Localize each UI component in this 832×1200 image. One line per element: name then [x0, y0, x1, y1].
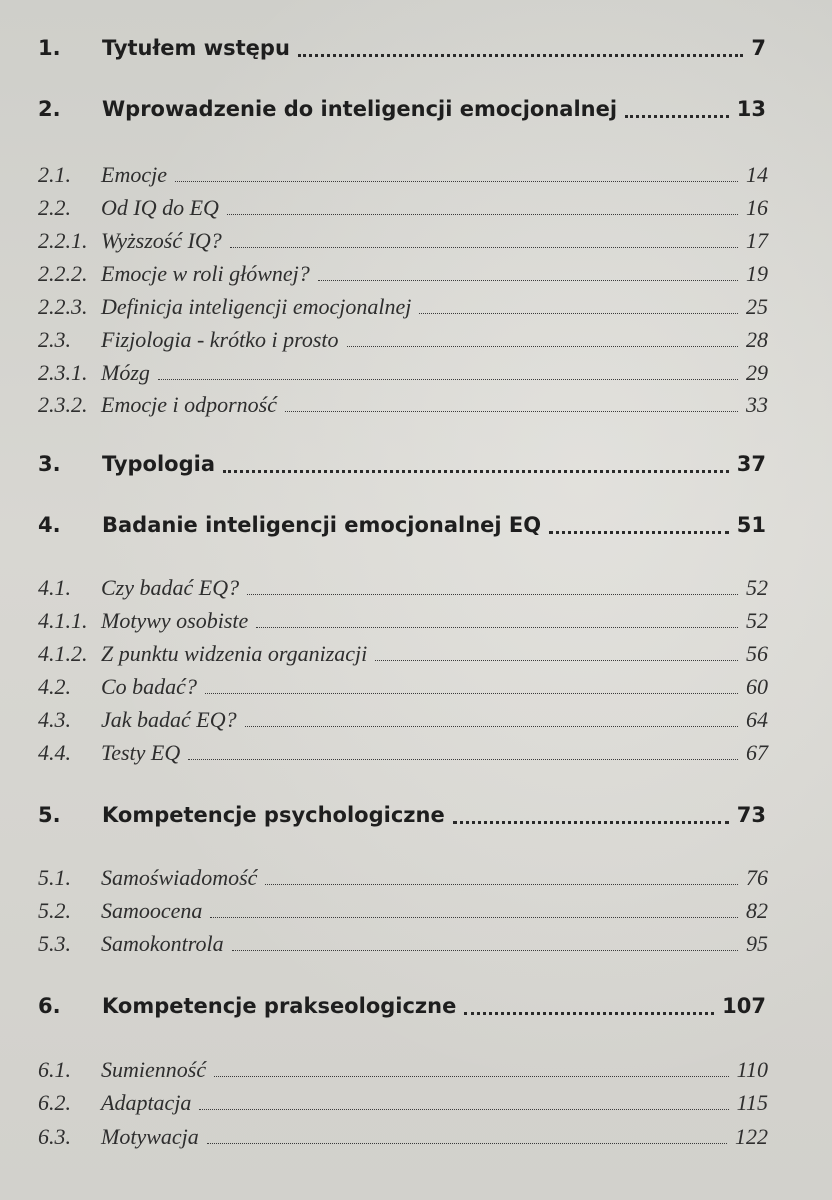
dot-leader	[265, 884, 738, 885]
toc-entry-title: Typologia	[102, 452, 216, 476]
toc-entry-page-number: 82	[746, 898, 768, 923]
toc-entry-number: 3.	[38, 452, 61, 476]
dot-leader	[232, 950, 738, 951]
toc-entry-title: Definicja inteligencji emocjonalnej	[101, 294, 412, 319]
toc-entry-page-number: 16	[746, 195, 768, 220]
toc-entry-number: 1.	[38, 36, 61, 60]
toc-entry-page-number: 73	[736, 803, 766, 827]
toc-entry-number: 6.1.	[38, 1057, 71, 1082]
toc-entry-page-number: 60	[746, 674, 768, 699]
dot-leader	[375, 660, 738, 661]
toc-entry-number: 2.2.2.	[38, 261, 88, 286]
toc-entry-page-number: 64	[746, 707, 768, 732]
toc-entry-page-number: 17	[746, 228, 768, 253]
toc-entry-page-number: 19	[746, 261, 768, 286]
toc-entry-title: Adaptacja	[101, 1090, 192, 1115]
toc-entry-title: Samokontrola	[101, 931, 224, 956]
toc-chapter-entry	[0, 795, 832, 835]
dot-leader	[158, 379, 738, 380]
toc-entry-title: Kompetencje psychologiczne	[102, 803, 445, 827]
toc-entry-title: Motywy osobiste	[101, 608, 249, 633]
dot-leader	[210, 917, 738, 918]
toc-entry-number: 4.2.	[38, 674, 71, 699]
toc-entry-number: 5.3.	[38, 931, 71, 956]
toc-entry-number: 2.2.1.	[38, 228, 88, 253]
toc-entry-number: 2.2.3.	[38, 294, 88, 319]
toc-entry-page-number: 95	[746, 931, 768, 956]
toc-chapter-entry	[0, 28, 832, 68]
dot-leader	[256, 627, 738, 628]
toc-entry-number: 4.4.	[38, 740, 71, 765]
toc-entry-page-number: 52	[746, 575, 768, 600]
toc-chapter-entry	[0, 89, 832, 129]
toc-entry-number: 4.1.	[38, 575, 71, 600]
toc-chapter-entry	[0, 444, 832, 484]
toc-entry-page-number: 115	[736, 1090, 768, 1115]
toc-entry-title: Emocje i odporność	[101, 392, 277, 417]
toc-entry-page-number: 110	[736, 1057, 768, 1082]
toc-entry-page-number: 122	[735, 1124, 768, 1149]
toc-entry-page-number: 52	[746, 608, 768, 633]
toc-chapter-entry	[0, 505, 832, 545]
toc-entry-page-number: 33	[746, 392, 768, 417]
dot-leader	[199, 1109, 729, 1110]
toc-entry-page-number: 28	[746, 327, 768, 352]
toc-entry-page-number: 14	[746, 162, 768, 187]
toc-entry-title: Emocje	[101, 162, 167, 187]
toc-entry-title: Kompetencje prakseologiczne	[102, 994, 457, 1018]
toc-entry-page-number: 37	[736, 452, 766, 476]
toc-entry-title: Co badać?	[101, 674, 197, 699]
toc-entry-title: Sumienność	[101, 1057, 207, 1082]
dot-leader	[207, 1143, 727, 1144]
toc-entry-title: Z punktu widzenia organizacji	[101, 641, 368, 666]
toc-entry-page-number: 56	[746, 641, 768, 666]
dot-leader	[223, 470, 729, 473]
dot-leader	[453, 821, 729, 824]
dot-leader	[227, 214, 738, 215]
dot-leader	[464, 1012, 714, 1015]
toc-entry-page-number: 67	[746, 740, 768, 765]
toc-entry-number: 2.2.	[38, 195, 71, 220]
toc-section-entry	[0, 1117, 832, 1157]
toc-entry-title: Wprowadzenie do inteligencji emocjonalnej	[102, 97, 618, 121]
toc-section-entry	[0, 385, 832, 425]
toc-section-entry	[0, 924, 832, 964]
toc-entry-title: Tytułem wstępu	[102, 36, 290, 60]
toc-entry-page-number: 25	[746, 294, 768, 319]
dot-leader	[298, 54, 743, 57]
toc-entry-number: 6.	[38, 994, 61, 1018]
dot-leader	[347, 346, 738, 347]
toc-entry-number: 2.	[38, 97, 61, 121]
toc-entry-title: Wyższość IQ?	[101, 228, 222, 253]
toc-entry-title: Mózg	[101, 360, 150, 385]
toc-entry-number: 2.3.1.	[38, 360, 88, 385]
toc-entry-page-number: 13	[736, 97, 766, 121]
toc-entry-number: 4.1.2.	[38, 641, 88, 666]
toc-entry-page-number: 76	[746, 865, 768, 890]
dot-leader	[318, 280, 738, 281]
toc-entry-title: Jak badać EQ?	[101, 707, 237, 732]
dot-leader	[247, 594, 738, 595]
toc-entry-number: 2.1.	[38, 162, 71, 187]
dot-leader	[214, 1076, 729, 1077]
toc-entry-title: Fizjologia - krótko i prosto	[101, 327, 339, 352]
toc-entry-page-number: 29	[746, 360, 768, 385]
toc-entry-title: Samoocena	[101, 898, 203, 923]
toc-entry-title: Samoświadomość	[101, 865, 258, 890]
toc-chapter-entry	[0, 986, 832, 1026]
toc-entry-number: 2.3.2.	[38, 392, 88, 417]
toc-entry-title: Motywacja	[101, 1124, 199, 1149]
dot-leader	[549, 531, 729, 534]
toc-entry-number: 5.1.	[38, 865, 71, 890]
toc-entry-number: 4.	[38, 513, 61, 537]
toc-entry-title: Emocje w roli głównej?	[101, 261, 310, 286]
toc-entry-page-number: 7	[751, 36, 766, 60]
toc-entry-title: Czy badać EQ?	[101, 575, 240, 600]
toc-entry-number: 2.3.	[38, 327, 71, 352]
dot-leader	[188, 759, 738, 760]
toc-entry-title: Od IQ do EQ	[101, 195, 219, 220]
dot-leader	[419, 313, 738, 314]
toc-section-entry	[0, 733, 832, 773]
toc-entry-number: 5.	[38, 803, 61, 827]
dot-leader	[245, 726, 738, 727]
toc-entry-number: 5.2.	[38, 898, 71, 923]
toc-entry-number: 4.1.1.	[38, 608, 88, 633]
dot-leader	[625, 115, 729, 118]
toc-entry-page-number: 107	[722, 994, 766, 1018]
dot-leader	[285, 411, 738, 412]
toc-entry-number: 6.2.	[38, 1090, 71, 1115]
toc-entry-number: 4.3.	[38, 707, 71, 732]
dot-leader	[175, 181, 738, 182]
toc-entry-page-number: 51	[736, 513, 766, 537]
dot-leader	[230, 247, 738, 248]
toc-entry-title: Testy EQ	[101, 740, 181, 765]
toc-entry-title: Badanie inteligencji emocjonalnej EQ	[102, 513, 542, 537]
toc-entry-number: 6.3.	[38, 1124, 71, 1149]
dot-leader	[205, 693, 738, 694]
